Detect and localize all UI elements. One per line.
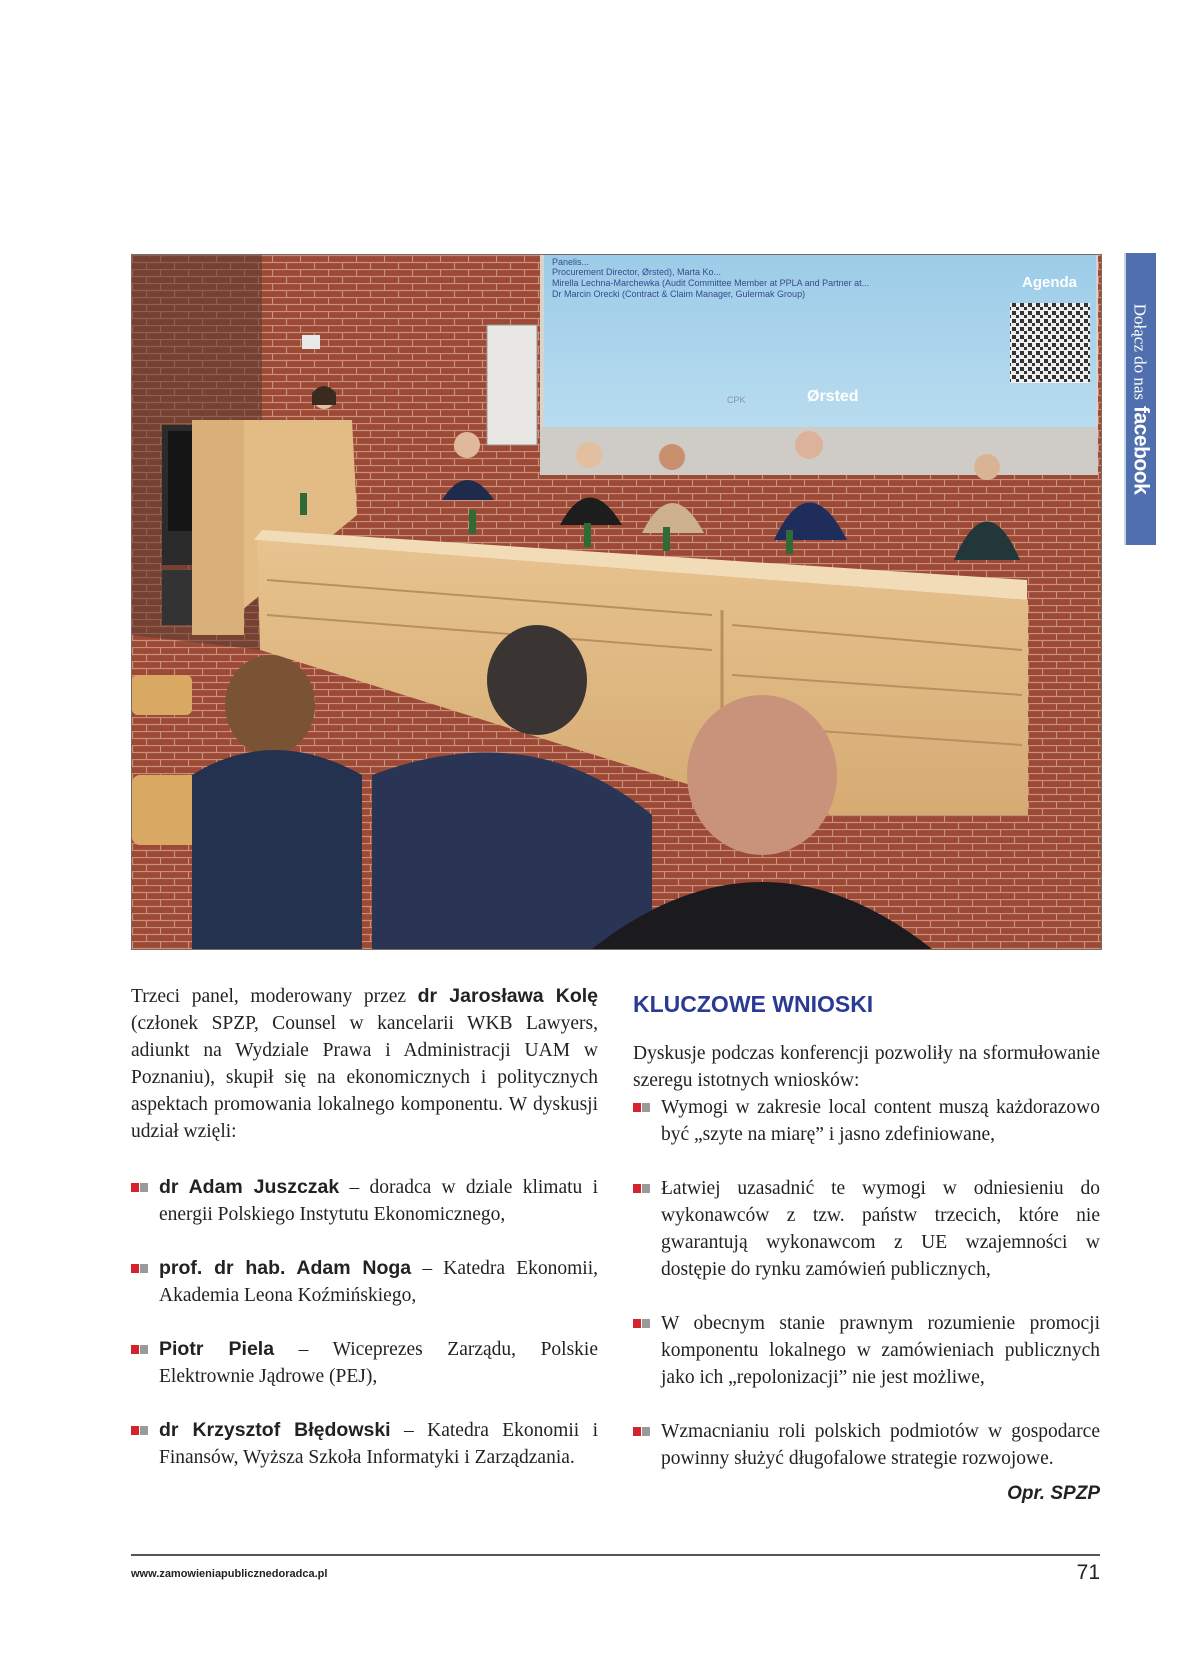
slide-agenda: Agenda [1022, 274, 1078, 291]
bullet-marker-icon [131, 1345, 149, 1354]
participant-desc: – Katedra Ekonomii i Finansów, Wyższa Szkoła Informatyki i Zarządzania. [159, 1420, 598, 1468]
list-item [633, 1310, 1100, 1391]
participant-desc: – doradca w dziale klimatu i energii Polskiego Instytutu Ekonomicznego, [159, 1177, 598, 1225]
bullet-marker-icon [633, 1184, 651, 1193]
slide-logo-cpk: CPK [727, 395, 746, 405]
list-item [633, 1418, 1100, 1472]
conference-photo [131, 254, 1102, 950]
list-item [633, 1175, 1100, 1283]
page-number: 71 [1076, 1561, 1100, 1584]
slide-line: Panelis... [552, 257, 590, 267]
panel-intro [131, 983, 598, 1145]
conclusion-text: Wymogi w zakresie local content muszą każdorazowo być „szyte na miarę” i jasno zdefiniowane, [661, 1097, 1100, 1145]
participant-desc: – Katedra Ekonomii, Akademia Leona Koźmińskiego, [159, 1258, 598, 1306]
facebook-logo: facebook [1129, 406, 1153, 495]
conclusion-text: Łatwiej uzasadnić te wymogi w odniesieniu do wykonawców z tzw. państw trzecich, które nie gwarantują wykonawcom z UE wzajemności w dostępie do rynku zamówień publicznych, [661, 1178, 1100, 1280]
left-column [131, 983, 598, 1471]
participants-list [131, 1174, 598, 1471]
footer-divider [131, 1554, 1100, 1556]
bullet-marker-icon [131, 1183, 149, 1192]
list-item [131, 1255, 598, 1309]
conference-panel-illustration [132, 255, 1101, 949]
author-signature: Opr. SPZP [1007, 1483, 1100, 1504]
bullet-marker-icon [633, 1319, 651, 1328]
bullet-marker-icon [633, 1103, 651, 1112]
list-item [131, 1174, 598, 1228]
list-item [131, 1417, 598, 1471]
right-column [633, 983, 1100, 1507]
participant-name: dr Adam Juszczak [159, 1176, 340, 1198]
participant-name: dr Krzysztof Błędowski [159, 1419, 391, 1441]
intro-text: Trzeci panel, moderowany przez [131, 986, 418, 1007]
slide-line: Procurement Director, Ørsted), Marta Ko... [552, 267, 722, 277]
conclusions-intro: Dyskusje podczas konferencji pozwoliły na sformułowanie szeregu istotnych wniosków: [633, 1043, 1100, 1091]
list-item [633, 1094, 1100, 1148]
conclusion-text: Wzmacnianiu roli polskich podmiotów w gospodarce powinny służyć długofalowe strategie rozwojowe. [661, 1421, 1100, 1469]
bullet-marker-icon [633, 1427, 651, 1436]
section-heading: KLUCZOWE WNIOSKI [633, 991, 874, 1017]
slide-line: Dr Marcin Orecki (Contract & Claim Manager, Gulermak Group) [552, 289, 806, 299]
bullet-marker-icon [131, 1426, 149, 1435]
moderator-name: dr Jarosława Kolę [417, 985, 599, 1007]
facebook-join-tab[interactable] [1124, 253, 1156, 545]
bullet-marker-icon [131, 1264, 149, 1273]
facebook-join-label: Dołącz do nas [1130, 303, 1150, 401]
conclusion-text: W obecnym stanie prawnym rozumienie promocji komponentu lokalnego w zamówieniach publicznych jako ich „repolonizacji” nie jest możliwe, [661, 1313, 1100, 1388]
conclusions-list [633, 1094, 1100, 1472]
slide-logo-orsted: Ørsted [807, 388, 859, 405]
participant-name: prof. dr hab. Adam Noga [159, 1257, 412, 1279]
slide-line: Mirella Lechna-Marchewka (Audit Committee Member at PPLA and Partner at... [552, 278, 870, 288]
qr-code-icon [1010, 303, 1090, 383]
participant-desc: – Wiceprezes Zarządu, Polskie Elektrownie Jądrowe (PEJ), [159, 1339, 599, 1387]
participant-name: Piotr Piela [159, 1338, 275, 1360]
intro-text: (członek SPZP, Counsel w kancelarii WKB Lawyers, adiunkt na Wydziale Prawa i Administracji UAM w Poznaniu), skupił się na ekonomicznych i politycznych aspektach promowania lokalnego komponentu. W dyskusji udział wzięli: [131, 1013, 598, 1142]
list-item [131, 1336, 598, 1390]
footer-url[interactable]: www.zamowieniapublicznedoradca.pl [131, 1568, 328, 1580]
